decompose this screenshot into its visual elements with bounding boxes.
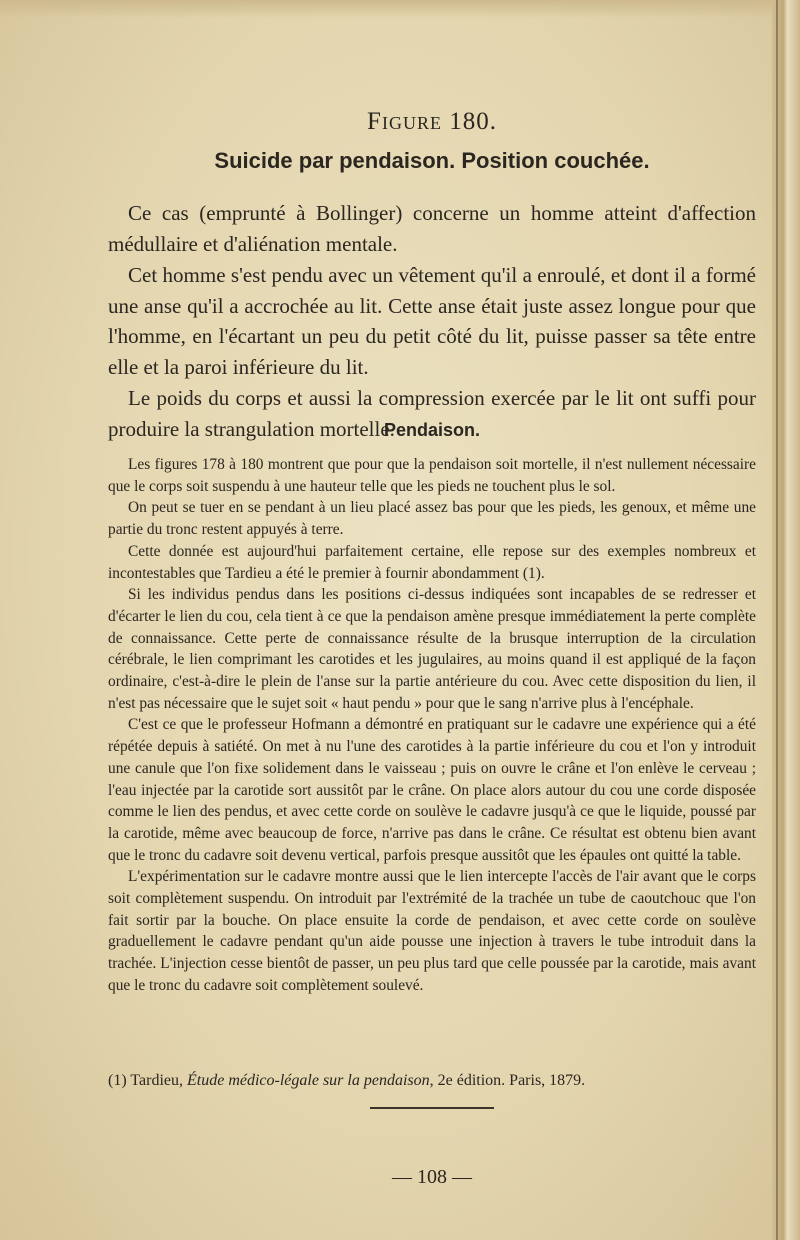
intro-paragraph: Le poids du corps et aussi la compression exercée par le lit ont suffi pour produire la strangulation mortelle. — [108, 386, 756, 441]
body-paragraph: Cette donnée est aujourd'hui parfaitement certaine, elle repose sur des exemples nombreux et incontestables que Tardieu a été le premier à fournir abondamment (1). — [108, 542, 756, 582]
intro-paragraph: Cet homme s'est pendu avec un vêtement qu'il a enroulé, et dont il a formé une anse qu'il a accrochée au lit. Cette anse était juste assez longue pour que l'homme, en l'écartant un peu du petit côté du lit, puisse passer sa tête entre elle et la paroi inférieure du lit. — [108, 263, 756, 379]
body-paragraph: Les figures 178 à 180 montrent que pour que la pendaison soit mortelle, il n'est nullement nécessaire que le corps soit suspendu à une hauteur telle que les pieds ne touchent plus le sol. — [108, 456, 756, 495]
footnote-suffix: , 2e édition. Paris, 1879. — [429, 1072, 586, 1089]
footnote-title: Étude médico-légale sur la pendaison — [187, 1072, 430, 1089]
figure-subtitle: Suicide par pendaison. Position couchée. — [214, 148, 650, 173]
page-number: — 108 — — [392, 1166, 472, 1188]
page-top-shadow — [0, 0, 800, 18]
footnote-prefix: (1) Tardieu, — [108, 1072, 187, 1089]
body-paragraph: L'expérimentation sur le cadavre montre aussi que le lien intercepte l'accès de l'air avant que le corps soit complètement suspendu. On introduit par l'extrémité de la trachée un tube de caoutchouc que l'on fait sortir par la bouche. On place ensuite la corde de pendaison, et avec cette corde on soulève graduellement le cadavre pendant qu'un aide pousse une injection à travers le tube introduit dans la trachée. L'injection cesse bientôt de passer, un peu plus tard que celle poussée par la carotide, mais avant que le tronc du cadavre soit complètement soulevé. — [108, 868, 756, 994]
intro-text — [108, 198, 756, 445]
page-binding-line — [776, 0, 778, 1240]
intro-paragraph: Ce cas (emprunté à Bollinger) concerne un homme atteint d'affection médullaire et d'aliénation mentale. — [108, 201, 756, 256]
separator-rule — [370, 1107, 494, 1109]
body-paragraph: Si les individus pendus dans les positions ci-dessus indiquées sont incapables de se redresser et d'écarter le lien du cou, cela tient à ce que la pendaison amène presque immédiatement la perte complète de connaissance. Cette perte de connaissance résulte de la brusque interruption de la circulation cérébrale, le lien comprimant les carotides et les jugulaires, au moins quand il est appliqué de la façon ordinaire, c'est-à-dire le plein de l'anse sur la partie antérieure du cou. Avec cette disposition du lien, il n'est pas nécessaire que le sujet soit « haut pendu » pour que le sang n'arrive plus à l'encéphale. — [108, 586, 756, 712]
body-paragraph: On peut se tuer en se pendant à un lieu placé assez bas pour que les pieds, les genoux, et même une partie du tronc restent appuyés à terre. — [108, 499, 756, 539]
body-text — [108, 454, 756, 997]
figure-label: Figure 180. — [367, 108, 497, 135]
section-title: Pendaison. — [383, 420, 481, 440]
body-paragraph: C'est ce que le professeur Hofmann a démontré en pratiquant sur le cadavre une expérience qui a été répétée depuis à satiété. On met à nu l'une des carotides à la partie inférieure du cou et l'on y introduit une canule que l'on fixe solidement dans le vaisseau ; puis on ouvre le crâne et l'on enlève le cerveau ; l'eau injectée par la carotide sort aussitôt par le crâne. On place alors autour du cou une corde disposée comme le lien des pendus, et avec cette corde on soulève le cadavre jusqu'à ce que le liquide, poussé par la carotide, même avec beaucoup de force, n'arrive pas dans le crâne. Ce résultat est obtenu bien avant que le tronc du cadavre soit devenu vertical, parfois presque aussitôt que les épaules ont quitté la table. — [108, 716, 756, 864]
footnote — [108, 1072, 756, 1090]
